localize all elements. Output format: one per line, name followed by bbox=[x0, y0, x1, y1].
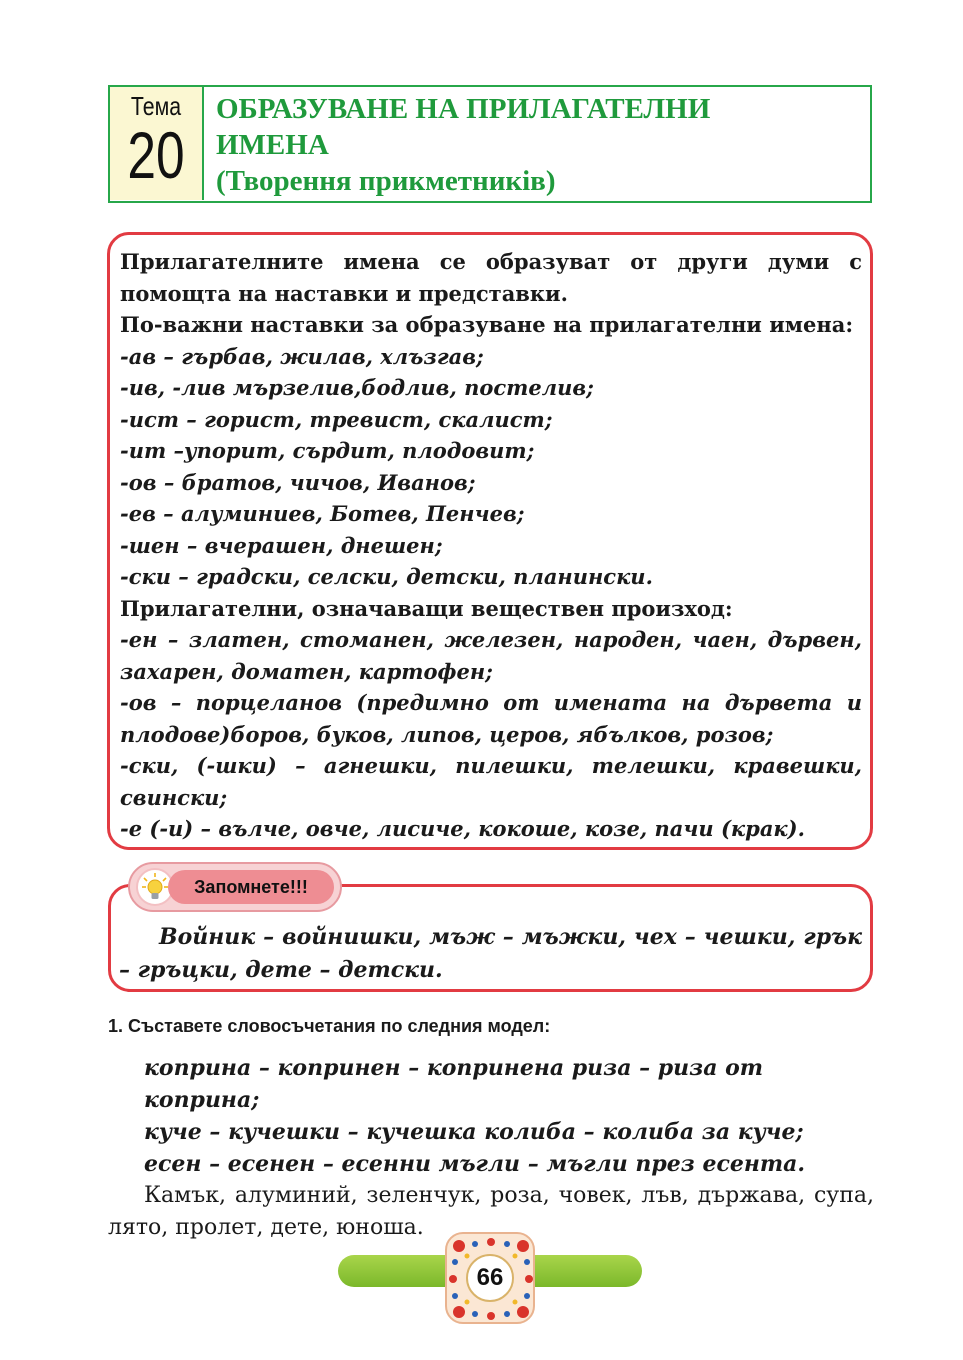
title-line-1: ОБРАЗУВАНЕ НА ПРИЛАГАТЕЛНИ bbox=[216, 93, 711, 125]
suffix-item: -ев – алуминиев, Ботев, Пенчев; bbox=[120, 501, 525, 526]
title-line-2: ИМЕНА bbox=[216, 129, 329, 161]
material-item: -ски, (-шки) – агнешки, пилешки, телешки, кравешки, свински; bbox=[120, 753, 862, 810]
page-number: 66 bbox=[466, 1254, 514, 1302]
material-item: -е (-и) – вълче, овче, лисиче, кокоше, козе, пачи (крак). bbox=[120, 816, 805, 841]
rule-box bbox=[107, 232, 873, 850]
suffix-heading: По-важни наставки за образуване на прилагателни имена: bbox=[120, 312, 854, 337]
exercise-title: 1. Съставете словосъчетания по следния модел: bbox=[108, 1016, 551, 1036]
page-number-medallion bbox=[445, 1232, 535, 1324]
material-item: -ов – порцеланов (предимно от имената на дървета и плодове)боров, буков, липов, церов, ябълков, розов; bbox=[120, 690, 862, 747]
title-subtitle: (Творення прикметників) bbox=[216, 165, 556, 197]
suffix-item: -ав – гърбав, жилав, хлъзгав; bbox=[120, 343, 484, 369]
example-line: куче – кучешки – кучешка колиба – колиба за куче; bbox=[144, 1119, 804, 1145]
suffix-item: -ов – братов, чичов, Иванов; bbox=[120, 469, 476, 495]
remember-label: Запомнете!!! bbox=[168, 870, 334, 904]
remember-badge bbox=[128, 862, 342, 912]
rule-intro: Прилагателните имена се образуват от други думи с помощта на наставки и представки. bbox=[120, 249, 862, 306]
suffix-item: -ист – горист, тревист, скалист; bbox=[120, 406, 553, 432]
suffix-item: -ив, -лив мързелив,бодлив, постелив; bbox=[120, 375, 594, 400]
material-heading: Прилагателни, означаващи веществен произход: bbox=[120, 595, 733, 621]
example-line: коприна – копринен – копринена риза – риза от коприна; bbox=[144, 1055, 764, 1113]
topic-number: 20 bbox=[127, 118, 185, 192]
exercise-body bbox=[108, 1052, 874, 1244]
topic-header bbox=[108, 85, 872, 203]
topic-label: Тема bbox=[130, 91, 182, 121]
exercise-words: Камък, алуминий, зеленчук, роза, човек, лъв, държава, супа, лято, пролет, дете, юноша. bbox=[108, 1183, 874, 1240]
suffix-item: -шен – вчерашен, днешен; bbox=[120, 532, 443, 558]
topic-number-box bbox=[110, 87, 204, 200]
example-line: есен – есенен – есенни мъгли – мъгли през есента. bbox=[144, 1151, 806, 1177]
suffix-item: -ски – градски, селски, детски, планински. bbox=[120, 564, 653, 589]
suffix-item: -ит –упорит, сърдит, плодовит; bbox=[120, 438, 535, 463]
remember-text: Войник – войнишки, мъж – мъжки, чех – чешки, грък – гръцки, дете – детски. bbox=[119, 924, 862, 983]
material-item: -ен – златен, стоманен, железен, народен, чаен, дървен, захарен, доматен, картофен; bbox=[120, 627, 862, 684]
page-title bbox=[216, 91, 864, 199]
